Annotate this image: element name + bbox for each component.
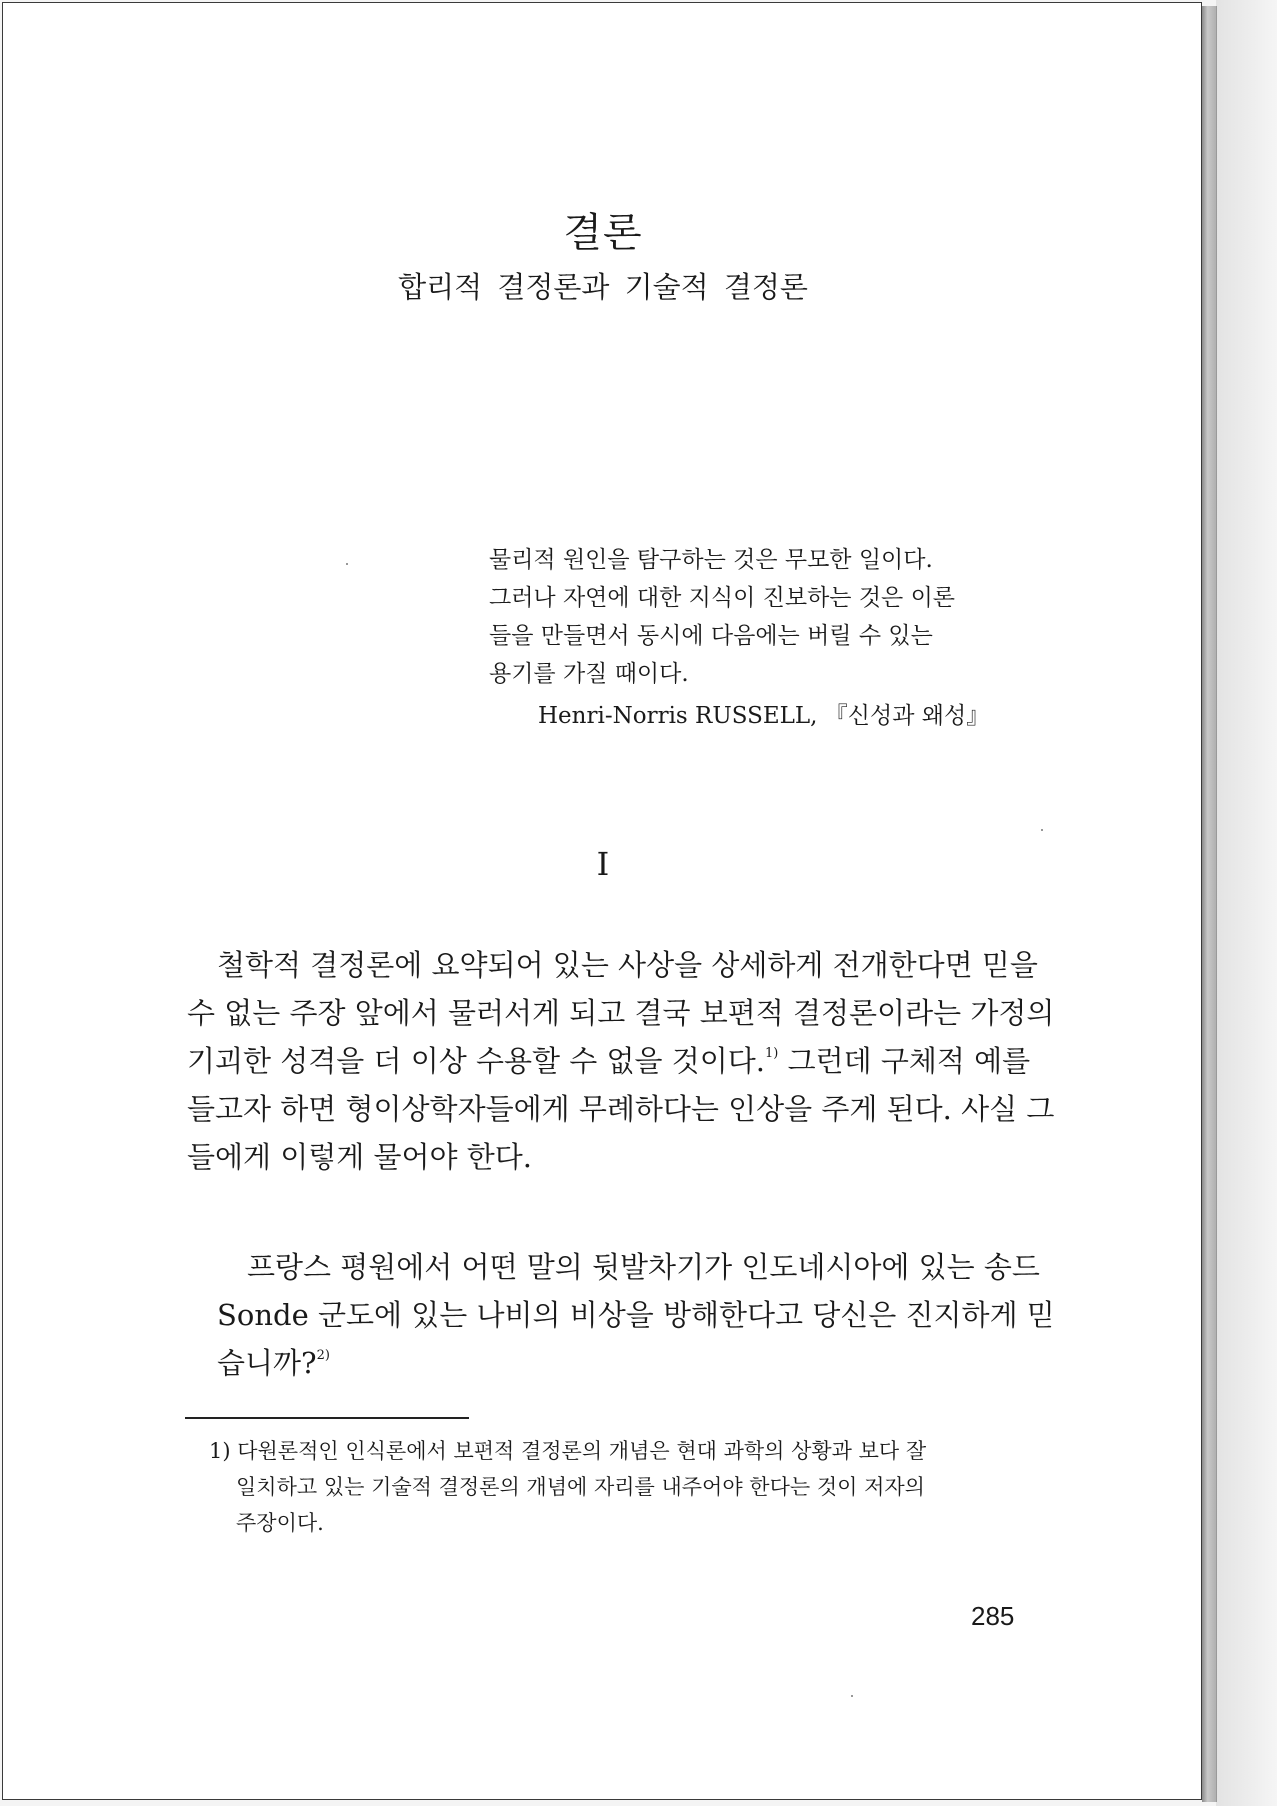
book-page — [2, 2, 1202, 1800]
epigraph-line: 들을 만들면서 동시에 다음에는 버릴 수 있는 — [489, 623, 933, 649]
scan-speck — [851, 1695, 853, 1697]
page-number: 285 — [971, 1601, 1015, 1631]
epigraph — [489, 541, 995, 693]
footnote-line: 일치하고 있는 기술적 결정론의 개념에 자리를 내주어야 한다는 것이 저자의 — [236, 1475, 925, 1499]
body-line-text: 그런데 구체적 예를 — [787, 1044, 1031, 1078]
epigraph-attribution: Henri-Norris RUSSELL, 『신성과 왜성』 — [538, 703, 990, 729]
epigraph-line: 그러나 자연에 대한 지식이 진보하는 것은 이론 — [489, 585, 956, 611]
quote-line — [217, 1339, 1017, 1387]
footnote-divider — [185, 1417, 469, 1419]
footnote-line: 주장이다. — [236, 1511, 324, 1535]
scan-speck — [346, 563, 348, 565]
footnote — [209, 1433, 1029, 1541]
page-edge-shadow — [1216, 0, 1277, 1806]
scan-speck — [1041, 829, 1043, 831]
quote-line-text: 습니까? — [217, 1346, 317, 1380]
epigraph-line: 물리적 원인을 탐구하는 것은 무모한 일이다. — [489, 547, 933, 573]
chapter-subtitle: 합리적 결정론과 기술적 결정론 — [398, 270, 808, 304]
body-line: 들고자 하면 형이상학자들에게 무례하다는 인상을 주게 된다. 사실 그 — [187, 1092, 1055, 1126]
body-line — [187, 1037, 1033, 1085]
footnote-reference[interactable]: 2) — [316, 1348, 330, 1363]
body-line: 수 없는 주장 앞에서 물러서게 되고 결국 보편적 결정론이라는 가정의 — [187, 996, 1055, 1030]
body-line: 철학적 결정론에 요약되어 있는 사상을 상세하게 전개한다면 믿을 — [217, 948, 1038, 982]
block-quote — [217, 1243, 1055, 1387]
footnote-line: 1) 다원론적인 인식론에서 보편적 결정론의 개념은 현대 과학의 상황과 보다 잘 — [209, 1439, 927, 1463]
book-spine-edge — [1202, 6, 1217, 1802]
chapter-title: 결론 — [563, 210, 643, 256]
body-line-text: 기괴한 성격을 더 이상 수용할 수 없을 것이다. — [187, 1044, 765, 1078]
quote-line: Sonde 군도에 있는 나비의 비상을 방해한다고 당신은 진지하게 믿 — [217, 1298, 1055, 1332]
footnote-reference[interactable]: 1) — [765, 1046, 779, 1061]
section-numeral: I — [596, 845, 610, 883]
quote-line: 프랑스 평원에서 어떤 말의 뒷발차기가 인도네시아에 있는 송드 — [247, 1250, 1040, 1284]
epigraph-line: 용기를 가질 때이다. — [489, 661, 689, 687]
body-paragraph — [187, 941, 1055, 1181]
body-line: 들에게 이렇게 물어야 한다. — [187, 1140, 533, 1174]
